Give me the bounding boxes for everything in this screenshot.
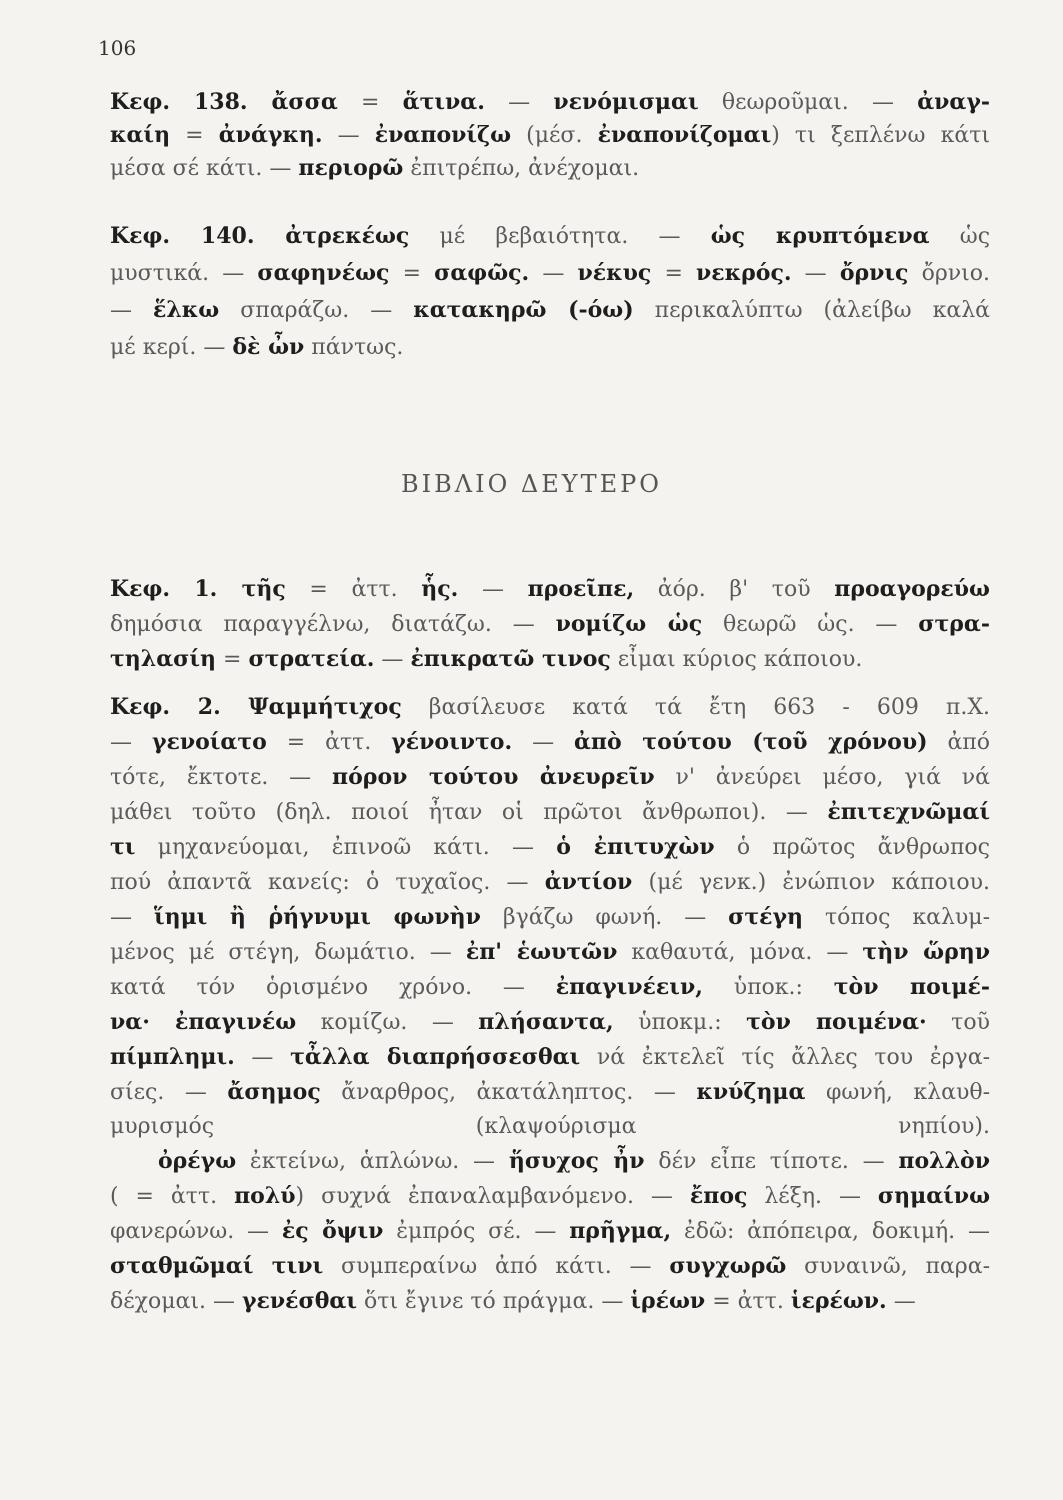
text-line bbox=[110, 255, 990, 292]
gloss-text: δέν εἶπε τίποτε. — bbox=[644, 1149, 899, 1174]
text-line bbox=[110, 795, 990, 830]
gloss-text: καθαυτά, μόνα. — bbox=[617, 940, 863, 965]
gloss-text: μέ κερί. — bbox=[110, 335, 233, 360]
lemma-text: Κεφ. 2. Ψαμμήτιχος bbox=[110, 694, 402, 720]
lemma-text: ἱρέων bbox=[630, 1288, 706, 1314]
text-line bbox=[110, 690, 990, 725]
lemma-text: πρῆγμα, bbox=[569, 1218, 672, 1244]
gloss-text: νά ἐκτελεῖ τίς ἄλλες του ἐργα- bbox=[580, 1045, 990, 1070]
gloss-text: θεωροῦμαι. — bbox=[698, 90, 918, 115]
gloss-text: ὁ πρῶτος ἄνθρωπος bbox=[714, 835, 990, 860]
gloss-text: — bbox=[529, 261, 578, 286]
gloss-text: κομίζω. — bbox=[296, 1010, 479, 1035]
gloss-text: ὅτι ἔγινε τό πράγμα. — bbox=[357, 1289, 631, 1314]
lemma-text: στέγη bbox=[728, 904, 804, 930]
lemma-text: ἀντίον bbox=[544, 869, 633, 895]
lemma-text: πολύ bbox=[234, 1183, 296, 1209]
lemma-text: Κεφ. 140. ἀτρεκέως bbox=[110, 223, 410, 249]
lemma-text: στρα- bbox=[918, 611, 990, 637]
lemma-text: ἵημι ἢ ῥήγνυμι φωνὴν bbox=[153, 904, 481, 930]
lemma-text: πόρον τούτου ἀνευρεῖν bbox=[332, 764, 655, 790]
text-line bbox=[110, 86, 990, 119]
gloss-text: συναινῶ, παρα- bbox=[786, 1254, 991, 1279]
gloss-text: — bbox=[110, 905, 154, 930]
gloss-text: φωνή, κλαυθ- bbox=[805, 1080, 991, 1105]
lemma-text: ἅτινα. bbox=[402, 89, 485, 115]
text-line bbox=[110, 865, 990, 900]
lemma-text: ἐπ' ἑωυτῶν bbox=[465, 939, 618, 965]
lemma-text: ὡς κρυπτόμενα bbox=[710, 223, 930, 249]
text-line bbox=[110, 1249, 990, 1284]
gloss-text: φανερώνω. — bbox=[110, 1219, 282, 1244]
gloss-text: — bbox=[234, 1045, 291, 1070]
text-line bbox=[110, 900, 990, 935]
gloss-text: = ἀττ. bbox=[705, 1289, 791, 1314]
lemma-text: γενοίατο bbox=[151, 729, 267, 755]
lemma-text: σαφηνέως bbox=[257, 260, 390, 286]
lemma-text: στρατεία. bbox=[248, 646, 375, 672]
lemma-text: σταθμῶμαί τινι bbox=[110, 1253, 324, 1279]
text-line bbox=[110, 1214, 990, 1249]
lemma-text: κνύζημα bbox=[696, 1079, 806, 1105]
gloss-text: — bbox=[374, 647, 411, 672]
commentary-section-ch140 bbox=[110, 218, 990, 366]
gloss-text: (μέ γενκ.) ἐνώπιον κάποιου. bbox=[632, 870, 991, 895]
lemma-text: τὸν ποιμέ- bbox=[833, 974, 990, 1000]
gloss-text: ὑποκμ.: bbox=[613, 1010, 747, 1035]
gloss-text: ὑποκ.: bbox=[702, 975, 834, 1000]
gloss-text: τόπος καλυμ- bbox=[803, 905, 991, 930]
gloss-text: τοῦ bbox=[926, 1010, 990, 1035]
lemma-text: ἐς ὄψιν bbox=[281, 1218, 384, 1244]
gloss-text: μένος μέ στέγη, δωμάτιο. — bbox=[110, 940, 466, 965]
lemma-text: ἐναπονίζομαι bbox=[597, 122, 772, 148]
gloss-text: (μέσ. bbox=[511, 123, 598, 148]
gloss-text: μέ βεβαιότητα. — bbox=[409, 224, 711, 249]
gloss-text: ὄρνιο. bbox=[908, 261, 990, 286]
gloss-text: — bbox=[322, 123, 375, 148]
gloss-text: ( = ἀττ. bbox=[110, 1184, 235, 1209]
lemma-text: νεκρός. bbox=[696, 260, 792, 286]
lemma-text: πλήσαντα, bbox=[478, 1009, 614, 1035]
text-line bbox=[110, 760, 990, 795]
gloss-text: ἐπιτρέπω, ἀνέχομαι. bbox=[403, 156, 640, 181]
text-line bbox=[110, 830, 990, 865]
lemma-text: τὴν ὥρην bbox=[862, 939, 990, 965]
gloss-text: τότε, ἔκτοτε. — bbox=[110, 765, 333, 790]
lemma-text: περιορῶ bbox=[298, 155, 404, 181]
gloss-text: μυστικά. — bbox=[110, 261, 258, 286]
gloss-text: ἐδῶ: ἀπόπειρα, δοκιμή. — bbox=[671, 1219, 990, 1244]
lemma-text: δὲ ὦν bbox=[232, 334, 305, 360]
gloss-text: — bbox=[791, 261, 840, 286]
gloss-text: μέσα σέ κάτι. — bbox=[110, 156, 299, 181]
lemma-text: Κεφ. 1. τῆς bbox=[110, 576, 286, 602]
lemma-text: ἐπιτεχνῶμαί bbox=[827, 799, 990, 825]
text-line bbox=[110, 218, 990, 255]
text-line bbox=[110, 607, 990, 642]
lemma-text: γένοιντο. bbox=[391, 729, 513, 755]
lemma-text: νομίζω ὡς bbox=[555, 611, 703, 637]
text-line bbox=[110, 292, 990, 329]
lemma-text: νέκυς bbox=[577, 260, 652, 286]
gloss-text: μάθει τοῦτο (δηλ. ποιοί ἦταν οἱ πρῶτοι ἄνθρωποι). — bbox=[110, 800, 828, 825]
gloss-text: πού ἀπαντᾶ κανείς: ὁ τυχαῖος. — bbox=[110, 870, 545, 895]
gloss-text: σπαράζω. — bbox=[219, 298, 414, 323]
text-line bbox=[110, 642, 990, 677]
gloss-text: ν' ἀνεύρει μέσο, γιά νά bbox=[654, 765, 990, 790]
lemma-text: σημαίνω bbox=[877, 1183, 991, 1209]
gloss-text: ) συχνά ἐπαναλαμβανόμενο. — bbox=[295, 1184, 690, 1209]
lemma-text: πίμπλημι. bbox=[110, 1044, 235, 1070]
lemma-text: προεῖπε, bbox=[527, 576, 635, 602]
text-line bbox=[110, 1284, 990, 1319]
text-line bbox=[110, 152, 990, 185]
lemma-text: κατακηρῶ (-όω) bbox=[413, 297, 634, 323]
gloss-text: ἄναρθρος, ἀκατάληπτος. — bbox=[320, 1080, 697, 1105]
gloss-text: περικαλύπτω (ἀλείβω καλά bbox=[633, 298, 991, 323]
gloss-text: βγάζω φωνή. — bbox=[480, 905, 729, 930]
lemma-text: ἕλκω bbox=[153, 297, 220, 323]
lemma-text: ἀναγ- bbox=[917, 89, 991, 115]
text-line bbox=[110, 329, 990, 366]
gloss-text: = bbox=[337, 90, 403, 115]
lemma-text: ἀπὸ τούτου (τοῦ χρόνου) bbox=[574, 729, 928, 755]
lemma-text: νενόμισμαι bbox=[553, 89, 699, 115]
lemma-text: σαφῶς. bbox=[434, 260, 530, 286]
gloss-text: σίες. — bbox=[110, 1080, 228, 1105]
text-line bbox=[110, 970, 990, 1005]
commentary-section-ch138 bbox=[110, 86, 990, 185]
gloss-text: — bbox=[110, 298, 153, 323]
lemma-text: ἱερέων. bbox=[790, 1288, 887, 1314]
gloss-text: — bbox=[886, 1289, 916, 1314]
lemma-text: ἥσυχος ἦν bbox=[508, 1148, 645, 1174]
text-line bbox=[110, 1005, 990, 1040]
lemma-text: ἐπικρατῶ τινος bbox=[410, 646, 611, 672]
commentary-section-book2-ch2 bbox=[110, 690, 990, 1319]
text-line bbox=[110, 1040, 990, 1075]
gloss-text: ὡς bbox=[929, 224, 991, 249]
gloss-text: ἀόρ. β' τοῦ bbox=[634, 577, 835, 602]
text-line bbox=[110, 119, 990, 152]
lemma-text: ὀρέγω bbox=[158, 1148, 237, 1174]
lemma-text: Κεφ. 138. ἄσσα bbox=[110, 89, 338, 115]
gloss-text: κατά τόν ὁρισμένο χρόνο. — bbox=[110, 975, 556, 1000]
gloss-text: μυρισμός (κλαψούρισμα νηπίου). bbox=[110, 1114, 990, 1139]
gloss-text: = bbox=[651, 261, 697, 286]
text-line bbox=[110, 725, 990, 760]
gloss-text: μηχανεύομαι, ἐπινοῶ κάτι. — bbox=[135, 835, 557, 860]
lemma-text: ἔπος bbox=[689, 1183, 748, 1209]
gloss-text: θεωρῶ ὡς. — bbox=[702, 612, 919, 637]
lemma-text: καίη bbox=[110, 122, 171, 148]
text-line bbox=[110, 1144, 990, 1179]
lemma-text: τὸν ποιμένα· bbox=[746, 1009, 927, 1035]
lemma-text: ὄρνις bbox=[839, 260, 909, 286]
text-line bbox=[110, 1075, 990, 1110]
gloss-text: συμπεραίνω ἀπό κάτι. — bbox=[323, 1254, 670, 1279]
lemma-text: πολλὸν bbox=[898, 1148, 990, 1174]
page-number: 106 bbox=[98, 36, 137, 60]
text-line bbox=[110, 1179, 990, 1214]
gloss-text: — bbox=[512, 730, 574, 755]
gloss-text: — bbox=[484, 90, 554, 115]
lemma-text: ὁ ἐπιτυχὼν bbox=[556, 834, 715, 860]
gloss-text: ἐμπρός σέ. — bbox=[383, 1219, 570, 1244]
gloss-text: ἐκτείνω, ἁπλώνω. — bbox=[236, 1149, 509, 1174]
commentary-section-book2-ch1 bbox=[110, 572, 990, 677]
gloss-text: = ἀττ. bbox=[285, 577, 422, 602]
lemma-text: τι bbox=[110, 834, 136, 860]
lemma-text: ἄσημος bbox=[227, 1079, 321, 1105]
gloss-text: = bbox=[389, 261, 435, 286]
gloss-text: δέχομαι. — bbox=[110, 1289, 242, 1314]
gloss-text: δημόσια παραγγέλνω, διατάζω. — bbox=[110, 612, 556, 637]
lemma-text: να· ἐπαγινέω bbox=[110, 1009, 297, 1035]
gloss-text: βασίλευσε κατά τά ἔτη 663 - 609 π.Χ. bbox=[401, 695, 990, 720]
lemma-text: γενέσθαι bbox=[241, 1288, 357, 1314]
gloss-text: πάντως. bbox=[304, 335, 404, 360]
lemma-text: τηλασίη bbox=[110, 646, 217, 672]
gloss-text: = ἀττ. bbox=[266, 730, 392, 755]
gloss-text: λέξη. — bbox=[747, 1184, 878, 1209]
lemma-text: ἐναπονίζω bbox=[374, 122, 512, 148]
text-line bbox=[110, 1110, 990, 1144]
gloss-text: — bbox=[458, 577, 528, 602]
lemma-text: τἆλλα διαπρήσσεσθαι bbox=[290, 1044, 581, 1070]
gloss-text: — bbox=[110, 730, 152, 755]
gloss-text: = bbox=[216, 647, 249, 672]
text-line bbox=[110, 572, 990, 607]
gloss-text: εἶμαι κύριος κάποιου. bbox=[610, 647, 863, 672]
gloss-text: ἀπό bbox=[927, 730, 991, 755]
gloss-text: = bbox=[170, 123, 219, 148]
lemma-text: συγχωρῶ bbox=[669, 1253, 787, 1279]
lemma-text: ἧς. bbox=[421, 576, 459, 602]
book-heading: ΒΙΒΛΙΟ ΔΕΥΤΕΡΟ bbox=[401, 470, 662, 498]
lemma-text: ἀνάγκη. bbox=[218, 122, 323, 148]
lemma-text: προαγορεύω bbox=[834, 576, 990, 602]
gloss-text: ) τι ξεπλένω κάτι bbox=[771, 123, 991, 148]
text-line bbox=[110, 935, 990, 970]
lemma-text: ἐπαγινέειν, bbox=[555, 974, 703, 1000]
